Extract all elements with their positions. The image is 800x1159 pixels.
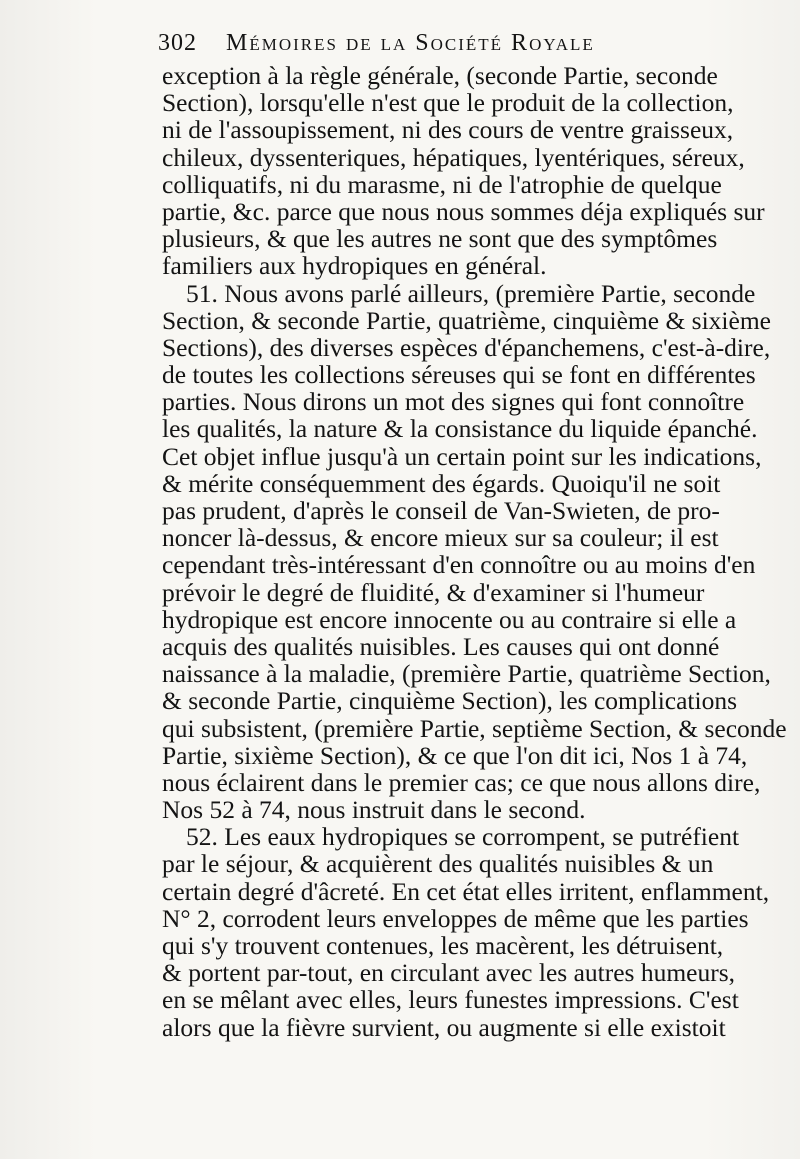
paragraph-52-start: 52. Les eaux hydropiques se corrompent, se putréfient — [186, 822, 740, 852]
text-line: acquis des qualités nuisibles. Les causes qui ont donné — [162, 631, 720, 661]
text-line: & seconde Partie, cinquième Section), les complications — [162, 686, 738, 716]
text-line: plusieurs, & que les autres ne sont que des symptômes — [162, 224, 718, 254]
text-line: parties. Nous dirons un mot des signes qui font connoître — [162, 387, 745, 417]
text-line: noncer là-dessus, & encore mieux sur sa couleur; il est — [162, 523, 719, 553]
text-line: cependant très-intéressant d'en connoître ou au moins d'en — [162, 550, 756, 580]
body-text — [162, 61, 787, 1042]
text-line: chileux, dyssenteriques, hépatiques, lyentériques, séreux, — [162, 142, 745, 172]
text-line: & portent par-tout, en circulant avec les autres humeurs, — [162, 958, 736, 988]
paragraph-51-start: 51. Nous avons parlé ailleurs, (première Partie, seconde — [186, 278, 756, 308]
text-line: partie, &c. parce que nous nous sommes déja expliqués sur — [162, 196, 765, 226]
text-line: pas prudent, d'après le conseil de Van-Swieten, de pro- — [162, 496, 720, 525]
text-line: naissance à la maladie, (première Partie, quatrième Section, — [162, 659, 771, 689]
text-line: Section, & seconde Partie, quatrième, cinquième & sixième — [162, 305, 771, 335]
text-line: Sections), des diverses espèces d'épanchemens, c'est-à-dire, — [162, 332, 771, 362]
text-line: ni de l'assoupissement, ni des cours de ventre graisseux, — [162, 115, 734, 145]
text-line: les qualités, la nature & la consistance du liquide épanché. — [162, 414, 758, 444]
text-line: alors que la fièvre survient, ou augmente si elle existoit — [162, 1012, 726, 1042]
text-line: en se mêlant avec elles, leurs funestes impressions. C'est — [162, 985, 739, 1015]
text-line: qui subsistent, (première Partie, septième Section, & seconde — [162, 713, 787, 743]
text-line: familiers aux hydropiques en général. — [162, 251, 547, 281]
text-line: prévoir le degré de fluidité, & d'examiner si l'humeur — [162, 577, 705, 607]
text-line: qui s'y trouvent contenues, les macèrent, les détruisent, — [162, 931, 724, 960]
text-line: & mérite conséquemment des égards. Quoiqu'il ne soit — [162, 468, 721, 498]
text-line: hydropique est encore innocente ou au contraire si elle a — [162, 604, 737, 634]
text-line: Nos 52 à 74, nous instruit dans le second. — [162, 795, 586, 825]
text-line: par le séjour, & acquièrent des qualités nuisibles & un — [162, 849, 714, 879]
text-line: exception à la règle générale, (seconde Partie, seconde — [162, 61, 718, 90]
text-line: de toutes les collections séreuses qui se font en différentes — [162, 360, 756, 390]
text-line: Section), lorsqu'elle n'est que le produit de la collection, — [162, 88, 734, 118]
text-line: colliquatifs, ni du marasme, ni de l'atrophie de quelque — [162, 169, 722, 199]
running-title: Mémoires de la Société Royale — [226, 30, 595, 56]
text-line: certain degré d'âcreté. En cet état elles irritent, enflamment, — [162, 876, 770, 906]
text-line: Partie, sixième Section), & ce que l'on dit ici, Nos 1 à 74, — [162, 740, 748, 770]
text-line: Cet objet influe jusqu'à un certain point sur les indications, — [162, 441, 762, 471]
page-number: 302 — [158, 30, 197, 56]
text-line: nous éclairent dans le premier cas; ce que nous allons dire, — [162, 767, 761, 797]
text-line: N° 2, corrodent leurs enveloppes de même que les parties — [162, 903, 749, 933]
